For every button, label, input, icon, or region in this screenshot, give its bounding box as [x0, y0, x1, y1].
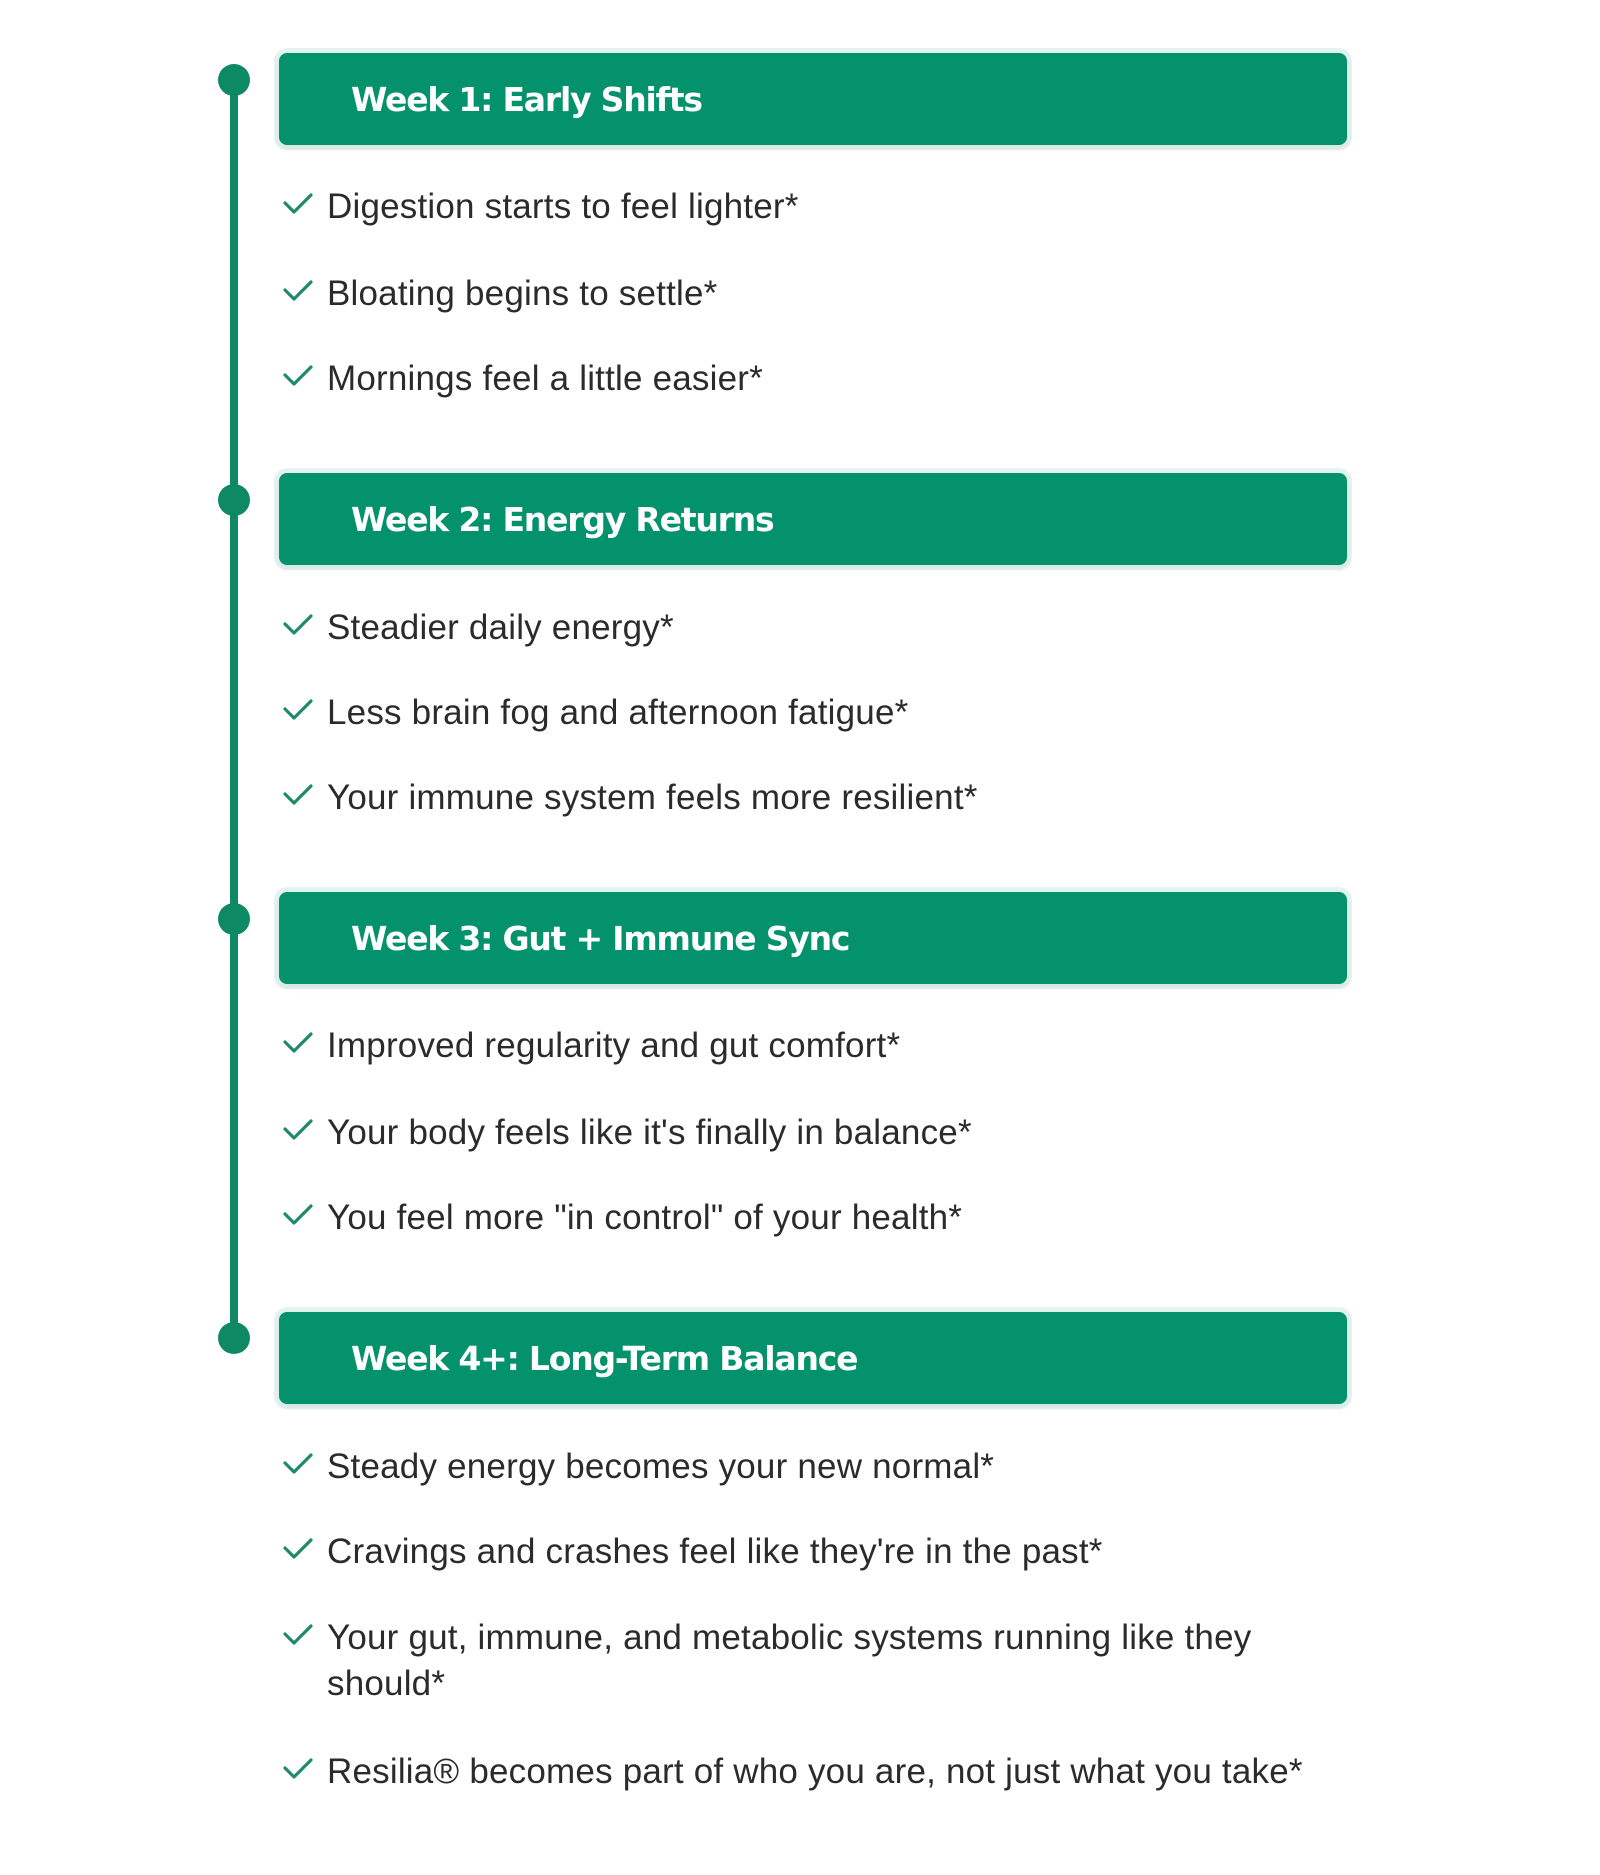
checkmark-icon	[282, 1752, 314, 1784]
week-2-title: Week 2: Energy Returns	[351, 499, 774, 539]
week-1-item-1	[282, 184, 1352, 230]
week-4-title: Week 4+: Long-Term Balance	[351, 1338, 858, 1378]
week-1-item-1-text: Digestion starts to feel lighter*	[327, 187, 799, 226]
timeline-dot-week-4	[218, 1322, 250, 1354]
checkmark-icon	[282, 1532, 314, 1564]
week-2-header	[279, 473, 1347, 565]
week-4-item-2-text: Cravings and crashes feel like they're in the past*	[327, 1532, 1103, 1571]
week-3-item-3-text: You feel more "in control" of your health*	[327, 1198, 963, 1237]
checkmark-icon	[282, 608, 314, 640]
week-2-item-3	[282, 775, 1352, 821]
week-2-item-2	[282, 690, 1352, 736]
week-2-item-3-text: Your immune system feels more resilient*	[327, 778, 978, 817]
week-3-item-2-text: Your body feels like it's finally in balance*	[327, 1113, 972, 1152]
week-3-item-1	[282, 1023, 1352, 1069]
week-4-item-1-text: Steady energy becomes your new normal*	[327, 1447, 995, 1486]
week-1-header	[279, 53, 1347, 145]
week-3-header	[279, 892, 1347, 984]
week-4-header	[279, 1312, 1347, 1404]
timeline-dot-week-2	[218, 484, 250, 516]
week-1-item-2	[282, 271, 1352, 317]
week-1-item-2-text: Bloating begins to settle*	[327, 274, 718, 313]
timeline-dot-week-1	[218, 64, 250, 96]
timeline-line	[230, 80, 238, 1338]
checkmark-icon	[282, 1618, 314, 1650]
week-3-item-2	[282, 1110, 1352, 1156]
checkmark-icon	[282, 359, 314, 391]
checkmark-icon	[282, 1447, 314, 1479]
week-4-item-4	[282, 1749, 1352, 1795]
week-4-item-1	[282, 1444, 1352, 1490]
checkmark-icon	[282, 778, 314, 810]
checkmark-icon	[282, 1026, 314, 1058]
week-3-item-3	[282, 1195, 1352, 1241]
checkmark-icon	[282, 1113, 314, 1145]
week-3-title: Week 3: Gut + Immune Sync	[351, 918, 850, 958]
checkmark-icon	[282, 693, 314, 725]
timeline-dot-week-3	[218, 903, 250, 935]
week-3-item-1-text: Improved regularity and gut comfort*	[327, 1026, 901, 1065]
checkmark-icon	[282, 1198, 314, 1230]
week-1-item-3-text: Mornings feel a little easier*	[327, 359, 763, 398]
checkmark-icon	[282, 187, 314, 219]
week-2-item-1-text: Steadier daily energy*	[327, 608, 674, 647]
week-4-item-3	[282, 1615, 1352, 1707]
week-2-item-1	[282, 605, 1352, 651]
week-1-title: Week 1: Early Shifts	[351, 79, 702, 119]
week-4-item-2	[282, 1529, 1352, 1575]
week-4-item-4-text: Resilia® becomes part of who you are, not just what you take*	[327, 1752, 1303, 1791]
week-4-item-3-text: Your gut, immune, and metabolic systems running like they should*	[327, 1618, 1252, 1703]
checkmark-icon	[282, 274, 314, 306]
week-1-item-3	[282, 356, 1352, 402]
week-2-item-2-text: Less brain fog and afternoon fatigue*	[327, 693, 909, 732]
